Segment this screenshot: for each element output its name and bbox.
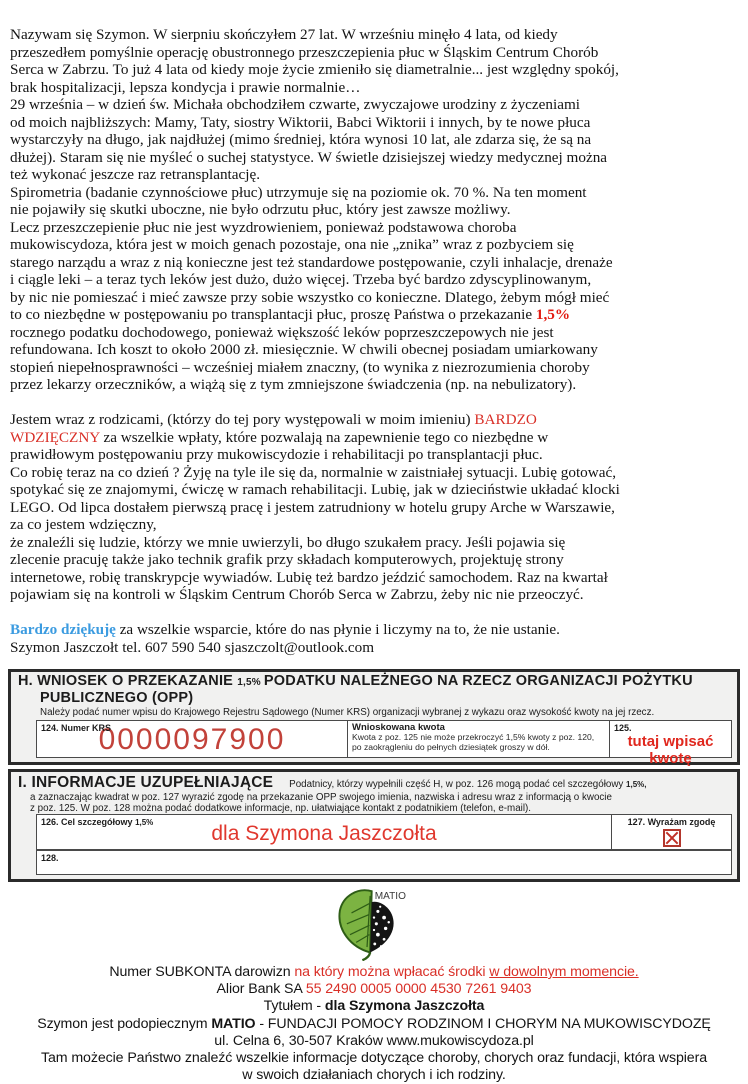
text-line: [10, 499, 738, 517]
field-128-dodatkowe-informacje[interactable]: [36, 850, 732, 875]
text-line: [10, 446, 738, 464]
text-segment: Co robię teraz na co dzień ? Żyję na tyle ile się da, normalnie w zaistniałej sytuacji. Lubię gotować,: [10, 463, 617, 481]
text-segment: Serca w Zabrzu. To już 4 lata od kiedy moje życie zmieniło się diametralnie... jest względny spokój,: [10, 61, 619, 78]
text-segment: wystarczyły na długo, jak najdłużej (mimo średniej, która wynosi 10 lat, ale zdarza się, że są na: [10, 131, 592, 148]
text-segment: Tytułem -: [263, 998, 325, 1015]
text-line: [10, 26, 738, 44]
section-i-note-1-text: Podatnicy, którzy wypełnili część H, w poz. 126 mogą podać cel szczegółowy: [289, 779, 627, 790]
section-h-title-line2: PUBLICZNEGO (OPP): [40, 689, 194, 706]
text-segment: i ciągle leki – a teraz tych leków jest dużo, dużo więcej. Trzeba być bardzo zdyscyplinowanym,: [10, 271, 592, 288]
text-line: [10, 114, 738, 132]
text-segment: w swoich działaniach chorych i ich rodziny.: [242, 1067, 506, 1084]
text-segment: za co jestem wdzięczny,: [10, 516, 157, 533]
text-line: [10, 341, 738, 359]
text-line: [10, 44, 738, 62]
text-segment: Jestem wraz z rodzicami, (którzy do tej pory występowali w moim imieniu): [10, 411, 475, 428]
text-line: [10, 131, 738, 149]
text-segment: spotykać się ze znajomymi, ćwiczę w ramach rehabilitacji. Lubię, jak w dzieciństwie układać klocki: [10, 481, 620, 498]
text-line: [10, 411, 738, 429]
field-125-label: 125.: [614, 723, 632, 733]
text-segment: BARDZO: [474, 411, 537, 428]
text-segment: MATIO: [211, 1015, 256, 1032]
text-line: [10, 219, 738, 237]
consent-checkbox-checked[interactable]: [663, 829, 681, 847]
section-i-note-3: z poz. 125. W poz. 128 można podać dodatkowe informacje, np. ułatwiające kontakt z podatnikiem (telefon, e-mail).: [30, 803, 531, 814]
section-h-title: [16, 674, 732, 691]
section-i-header: [16, 774, 732, 792]
field-126-cel-szczegolowy[interactable]: [36, 814, 612, 850]
field-126-label-text: 126. Cel szczegółowy: [41, 817, 133, 827]
field-124-label: 124. Numer KRS: [41, 723, 112, 733]
leaf-right-half: [370, 902, 393, 953]
text-line: [10, 254, 738, 272]
text-line: [10, 306, 738, 324]
section-h-title-text: H. WNIOSEK O PRZEKAZANIE: [18, 673, 238, 689]
footer-info: [0, 964, 748, 1084]
text-line: [0, 964, 748, 981]
text-line: [10, 429, 738, 447]
text-segment: mukowiscydoza, która jest w moich genach pozostaje, ona nie „znika” wraz z pozbyciem się: [10, 236, 574, 253]
text-segment: dla Szymona Jaszczołta: [324, 998, 485, 1015]
text-line: [10, 621, 738, 639]
field-127-label: 127. Wyrażam zgodę: [627, 817, 716, 827]
text-line: [10, 236, 738, 254]
matio-logo-text: MATIO: [374, 890, 406, 902]
text-segment: Lecz przeszczepienie płuc nie jest wyzdrowieniem, ponieważ podstawowa choroba: [10, 218, 517, 236]
section-i-note-2: a zaznaczając kwadrat w poz. 127 wyrazić zgodę na przekazanie OPP swojego imienia, nazwiska i adresu wraz z informacją o kwocie: [30, 792, 612, 803]
text-segment: dłużej). Staram się nie myśleć o suchej statystyce. W świetle dzisiejszej wiedzy medycznej można: [10, 148, 608, 166]
text-segment: ul. Celna 6, 30-507 Kraków www.mukowiscydoza.pl: [214, 1032, 534, 1049]
text-line: [10, 586, 738, 604]
text-segment: nie pojawiły się skutki uboczne, nie było odrzutu płuc, który jest zawsze możliwy.: [10, 201, 511, 218]
text-line: [10, 376, 738, 394]
kwota-note-1: Kwota z poz. 125 nie może przekroczyć 1,5% kwoty z poz. 120,: [352, 732, 595, 742]
field-126-percent: 1,5%: [135, 818, 154, 827]
text-segment: to co niezbędne w postępowaniu po transplantacji płuc, proszę Państwa o przekazanie: [10, 306, 536, 323]
text-line: [10, 184, 738, 202]
text-segment: Tam możecie Państwo znaleźć wszelkie informacje dotyczące choroby, chorych oraz fundacji, która wspiera: [41, 1050, 707, 1067]
text-segment: brak hospitalizacji, lepsza kondycja i prawie normalnie…: [10, 78, 361, 96]
text-segment: 1,5%: [535, 306, 571, 323]
text-segment: przeszedłem pomyślnie operację obustronnego przeszczepienia płuc w Śląskim Centrum Chorób: [10, 43, 599, 61]
text-line: [10, 604, 738, 622]
field-126-value: dla Szymona Jaszczołta: [211, 822, 437, 845]
text-line: [10, 359, 738, 377]
text-segment: Alior Bank SA: [216, 981, 306, 998]
text-segment: Spirometria (badanie czynnościowe płuc) utrzymuje się na poziomie ok. 70 %. Na ten moment: [10, 183, 587, 201]
field-wnioskowana-kwota-info: [348, 720, 610, 758]
field-125-hint: tutaj wpisać kwotę: [627, 733, 714, 767]
text-segment: refundowana. Ich koszt to około 2000 zł. miesięcznie. W chwili obecnej posiadam umiarkowany: [10, 341, 598, 358]
text-line: [10, 289, 738, 307]
pit-form: [8, 669, 740, 882]
matio-leaf-graphic: [326, 885, 422, 961]
text-segment: prawidłowym postępowaniu przy mukowiscydozie i rehabilitacji po transplantacji płuc.: [10, 446, 543, 463]
text-segment: Szymon Jaszczołt tel. 607 590 540 sjaszczolt@outlook.com: [10, 638, 375, 656]
text-segment: stopień niepełnosprawności – wcześniej miałem znaczny, (to wynika z niezrozumienia choroby: [10, 358, 590, 376]
text-line: [10, 534, 738, 552]
text-line: [10, 464, 738, 482]
text-line: [10, 271, 738, 289]
section-h-title-text-2: PODATKU NALEŻNEGO NA RZECZ ORGANIZACJI POŻYTKU: [263, 673, 693, 689]
text-segment: też wykonać jeszcze raz retransplantację.: [10, 166, 261, 183]
kwota-note-2: po zaokrągleniu do pełnych dziesiątek groszy w dół.: [352, 741, 550, 752]
text-segment: WDZIĘCZNY: [10, 428, 100, 446]
text-segment: od moich najbliższych: Mamy, Taty, siostry Wiktorii, Babci Wiktorii i innych, by te nowe płuca: [10, 113, 591, 131]
text-line: [10, 639, 738, 657]
text-line: [0, 1050, 748, 1067]
text-segment: internetowe, robię transkrypcje wywiadów. Lubię też bardzo jeździć samochodem. Raz na kwartał: [10, 568, 608, 586]
text-line: [10, 551, 738, 569]
text-line: [10, 201, 738, 219]
text-line: [10, 166, 738, 184]
text-segment: - FUNDACJI POMOCY RODZINOM I CHORYM NA MUKOWISCYDOZĘ: [255, 1015, 711, 1032]
text-line: [0, 1016, 748, 1033]
text-line: [0, 998, 748, 1015]
text-line: [0, 981, 748, 998]
cel-row: [36, 814, 732, 850]
text-segment: w dowolnym momencie.: [489, 964, 639, 980]
text-segment: rocznego podatku dochodowego, ponieważ większość leków poprzeszczepowych nie jest: [10, 323, 554, 341]
form-section-h: [8, 669, 740, 765]
text-line: [10, 394, 738, 412]
text-line: [10, 79, 738, 97]
form-section-i: [8, 769, 740, 882]
field-127-wyrazam-zgode[interactable]: [612, 814, 732, 850]
text-segment: pojawiam się na kontroli w Śląskim Centrum Chorób Serca w Zabrzu, żeby nic nie przeoczyć.: [10, 586, 584, 603]
field-128-label: 128.: [41, 853, 59, 863]
text-line: [10, 516, 738, 534]
field-126-label: [41, 817, 153, 827]
section-i-title: I. INFORMACJE UZUPEŁNIAJĄCE: [18, 774, 274, 791]
text-segment: za wszelkie wsparcie, które do nas płynie i liczymy na to, że nie ustanie.: [115, 621, 560, 638]
text-segment: zlecenie pracuję także jako technik grafik przy składach komputerowych, projektuję strony: [10, 551, 564, 568]
text-line: [10, 569, 738, 587]
text-line: [0, 1033, 748, 1050]
text-segment: 55 2490 0005 0000 4530 7261 9403: [305, 981, 532, 998]
text-segment: że znaleźli się ludzie, którzy we mnie uwierzyli, bo długo szukałem pracy. Jeśli pojawia się: [10, 533, 566, 551]
krs-row: [36, 720, 732, 767]
leaf-stem: [362, 952, 370, 960]
section-i-note-1: [289, 779, 646, 790]
text-line: [10, 481, 738, 499]
text-line: [0, 1067, 748, 1084]
kwota-label: Wnioskowana kwota: [352, 722, 445, 733]
text-segment: za wszelkie wpłaty, które pozwalają na zapewnienie tego co niezbędne w: [99, 428, 549, 446]
text-line: [10, 324, 738, 342]
text-segment: Nazywam się Szymon. W sierpniu skończyłem 27 lat. W wrześniu minęło 4 lata, od kiedy: [10, 26, 558, 43]
field-125-kwota[interactable]: [610, 720, 732, 767]
matio-logo: [0, 885, 748, 963]
text-segment: by nic nie pomieszać i mieć zawsze przy sobie wszystko co konieczne. Dlatego, żebym mógł mieć: [10, 288, 610, 306]
text-segment: LEGO. Od lipca dostałem pierwszą pracę i jestem zatrudniony w hotelu grupy Arche w Warszawie,: [10, 498, 615, 516]
text-line: [10, 149, 738, 167]
text-segment: na który można wpłacać środki: [294, 964, 490, 980]
text-segment: Szymon jest podopiecznym: [37, 1015, 212, 1032]
text-segment: starego narządu a wraz z nią konieczne jest też standardowe postępowanie, czyli inhalacje, drenaże: [10, 253, 613, 271]
text-segment: przez lekarzy orzeczników, a wiążą się z tym zmniejszone świadczenia (np. na nebulizatory).: [10, 376, 577, 393]
text-line: [10, 96, 738, 114]
text-segment: Numer SUBKONTA darowizn: [109, 964, 295, 980]
section-h-percent: 1,5%: [237, 677, 264, 688]
field-124-numer-krs[interactable]: [36, 720, 348, 758]
krs-number-value: 0000097900: [98, 723, 286, 756]
text-segment: 29 września – w dzień św. Michała obchodziłem czwarte, zwyczajowe urodziny z życzeniami: [10, 96, 580, 113]
section-i-note-percent: 1,5%,: [626, 780, 647, 789]
section-h-note: Należy podać numer wpisu do Krajowego Rejestru Sądowego (Numer KRS) organizacji wybranej z wykazu oraz wysokość kwoty na jej rzecz.: [40, 707, 655, 718]
text-segment: Bardzo dziękuję: [10, 621, 116, 638]
text-line: [10, 61, 738, 79]
